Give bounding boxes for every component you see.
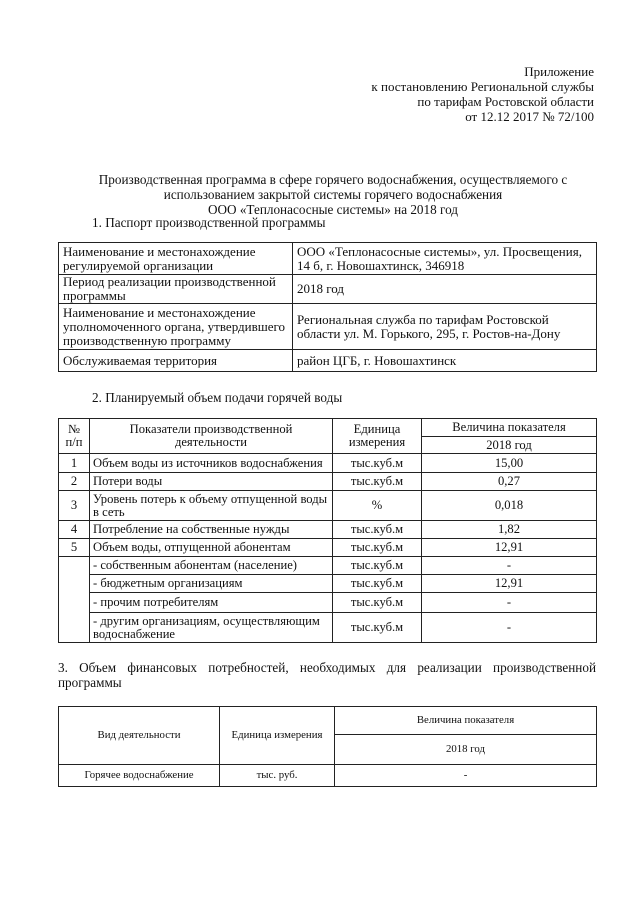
program-title-line-1: Производственная программа в сфере горячего водоснабжения, осуществляемого с <box>98 172 568 187</box>
header-unit: Единица измерения <box>333 419 422 454</box>
table-row <box>59 521 597 539</box>
row-num: 1 <box>59 454 90 473</box>
section-2-heading: 2. Планируемый объем подачи горячей воды <box>92 390 343 405</box>
passport-row <box>59 243 597 275</box>
row-name: Объем воды из источников водоснабжения <box>90 454 333 473</box>
passport-value: Региональная служба по тарифам Ростовской области ул. М. Горького, 295, г. Ростов-на-Дону <box>293 304 597 350</box>
table-row <box>59 454 597 473</box>
table-subrow <box>59 613 597 643</box>
subrow-name: - прочим потребителям <box>90 593 333 613</box>
row-value: 15,00 <box>422 454 597 473</box>
table-row <box>59 539 597 557</box>
row-value: 1,82 <box>422 521 597 539</box>
passport-row <box>59 275 597 304</box>
subrow-unit: тыс.куб.м <box>333 613 422 643</box>
row-value: 12,91 <box>422 539 597 557</box>
row-name: Потребление на собственные нужды <box>90 521 333 539</box>
row-value: - <box>335 765 597 787</box>
appendix-header <box>371 64 594 124</box>
row-value: 0,018 <box>422 491 597 521</box>
header-value: Величина показателя <box>335 707 597 735</box>
table-header-row <box>59 707 597 735</box>
row-num: 3 <box>59 491 90 521</box>
appendix-line-2: к постановлению Региональной службы <box>371 79 594 94</box>
passport-label: Период реализации производственной программы <box>59 275 293 304</box>
row-name: Объем воды, отпущенной абонентам <box>90 539 333 557</box>
program-title-line-2: использованием закрытой системы горячего водоснабжения <box>163 187 503 202</box>
financial-table <box>58 706 597 787</box>
passport-label: Наименование и местонахождение уполномоченного органа, утвердившего производственную программу <box>59 304 293 350</box>
row-num: 4 <box>59 521 90 539</box>
subrow-unit: тыс.куб.м <box>333 557 422 575</box>
table-row <box>59 473 597 491</box>
table-subrow <box>59 593 597 613</box>
header-activity: Вид деятельности <box>59 707 220 765</box>
subrow-name: - собственным абонентам (население) <box>90 557 333 575</box>
passport-table <box>58 242 597 372</box>
row-num: 2 <box>59 473 90 491</box>
row-unit: тыс.куб.м <box>333 473 422 491</box>
row-name: Потери воды <box>90 473 333 491</box>
header-year: 2018 год <box>422 437 597 454</box>
subrow-name: - бюджетным организациям <box>90 575 333 593</box>
subrow-unit: тыс.куб.м <box>333 575 422 593</box>
passport-label: Обслуживаемая территория <box>59 350 293 372</box>
subrow-value: - <box>422 557 597 575</box>
section-3-heading: 3. Объем финансовых потребностей, необходимых для реализации производственной программы <box>58 660 596 690</box>
row-unit: тыс.куб.м <box>333 539 422 557</box>
passport-label: Наименование и местонахождение регулируемой организации <box>59 243 293 275</box>
subrow-value: 12,91 <box>422 575 597 593</box>
table-row <box>59 491 597 521</box>
subrow-name: - другим организациям, осуществляющим водоснабжение <box>90 613 333 643</box>
subrow-unit: тыс.куб.м <box>333 593 422 613</box>
row-unit: тыс.куб.м <box>333 521 422 539</box>
header-num: № п/п <box>59 419 90 454</box>
row-value: 0,27 <box>422 473 597 491</box>
row-num: 5 <box>59 539 90 557</box>
row-unit: % <box>333 491 422 521</box>
table-header-row <box>59 419 597 437</box>
section-1-heading: 1. Паспорт производственной программы <box>92 215 326 230</box>
header-indicator: Показатели производственной деятельности <box>90 419 333 454</box>
subrow-value: - <box>422 613 597 643</box>
row-unit: тыс.куб.м <box>333 454 422 473</box>
passport-value: ООО «Теплонасосные системы», ул. Просвещения, 14 б, г. Новошахтинск, 346918 <box>293 243 597 275</box>
table-subrow <box>59 575 597 593</box>
table-row <box>59 765 597 787</box>
program-title <box>58 172 608 217</box>
empty-num-cell <box>59 557 90 643</box>
passport-value: район ЦГБ, г. Новошахтинск <box>293 350 597 372</box>
water-volume-table <box>58 418 597 643</box>
appendix-line-3: по тарифам Ростовской области <box>417 94 594 109</box>
appendix-line-4: от 12.12 2017 № 72/100 <box>465 109 594 124</box>
row-name: Уровень потерь к объему отпущенной воды в сеть <box>90 491 333 521</box>
header-year: 2018 год <box>335 735 597 765</box>
passport-row <box>59 304 597 350</box>
row-unit: тыс. руб. <box>220 765 335 787</box>
table-subrow <box>59 557 597 575</box>
header-unit: Единица измерения <box>220 707 335 765</box>
row-activity: Горячее водоснабжение <box>59 765 220 787</box>
header-value: Величина показателя <box>422 419 597 437</box>
passport-value: 2018 год <box>293 275 597 304</box>
program-title-line-3: ООО «Теплонасосные системы» на 2018 год <box>207 202 459 217</box>
appendix-line-1: Приложение <box>524 64 594 79</box>
passport-row <box>59 350 597 372</box>
subrow-value: - <box>422 593 597 613</box>
